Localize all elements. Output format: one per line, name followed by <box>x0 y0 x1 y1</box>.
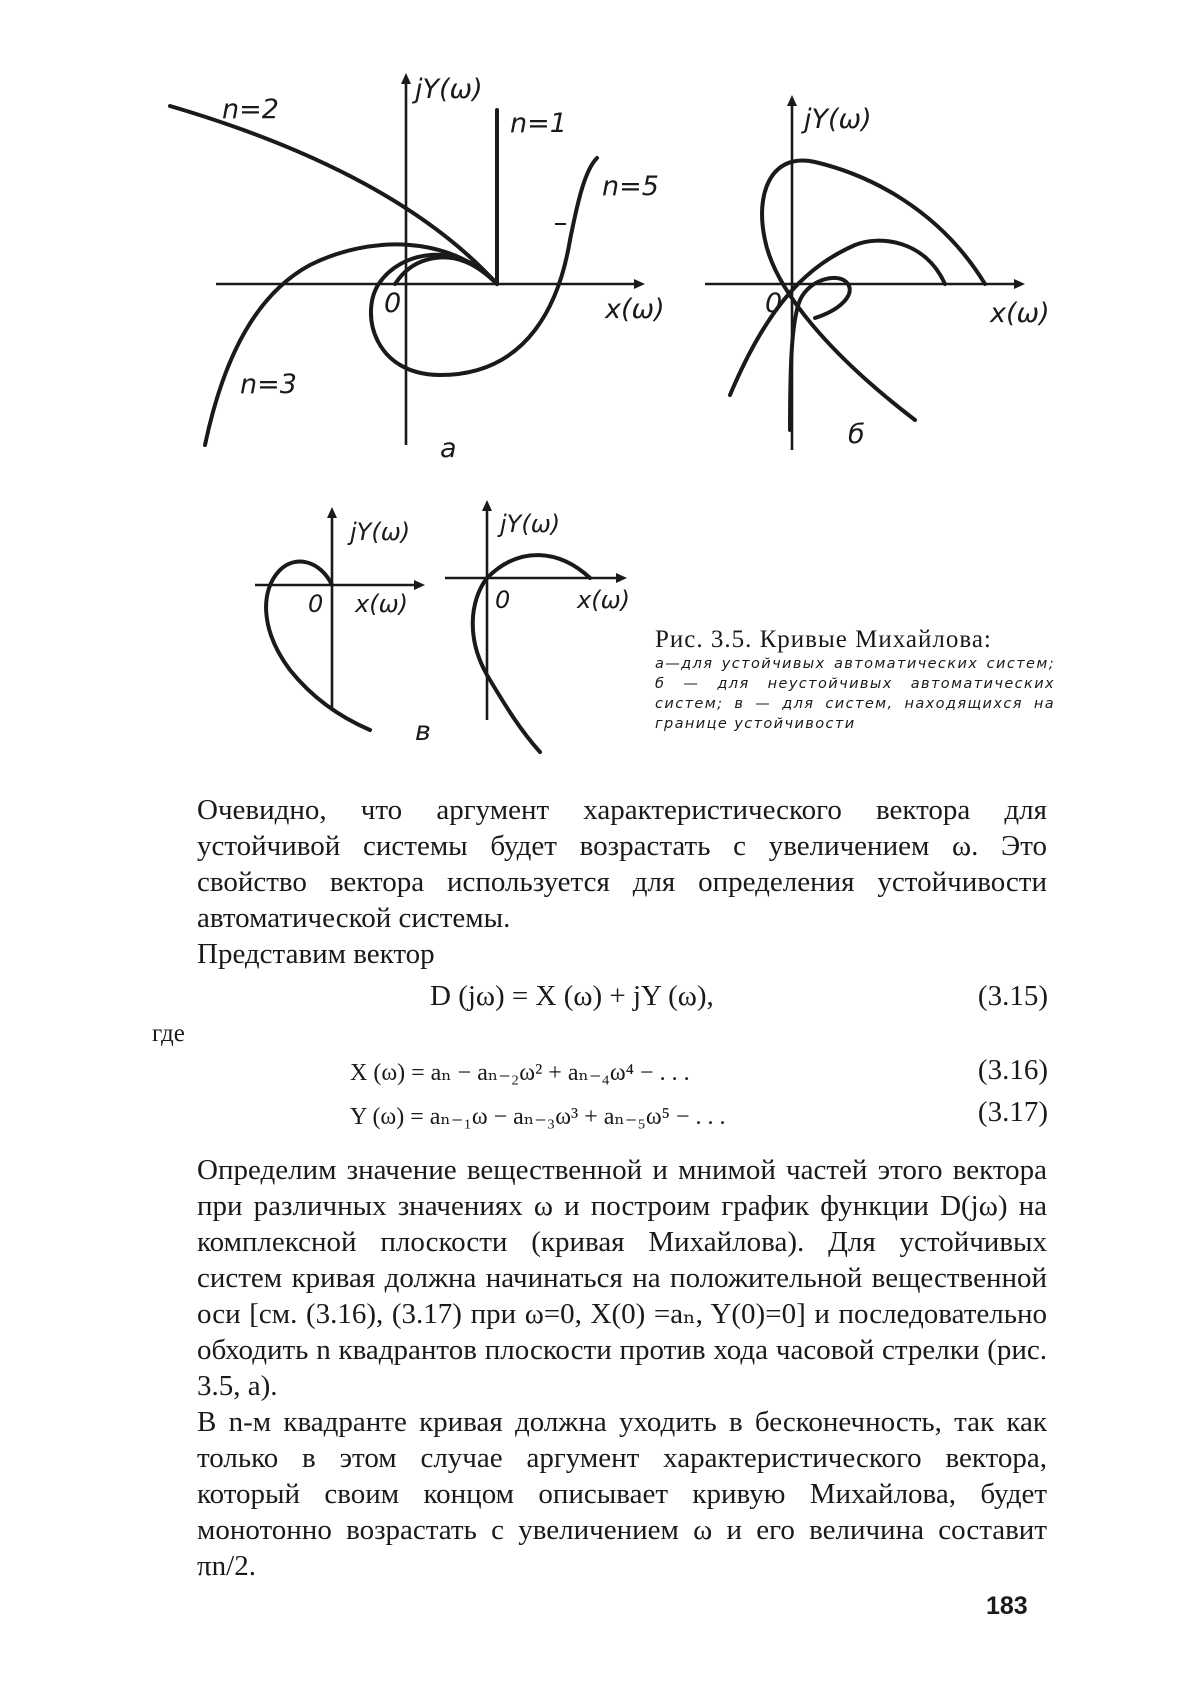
figure-v-right-curve <box>473 555 590 752</box>
figure-v-left <box>255 512 420 730</box>
figure-a-origin-label: 0 <box>384 288 402 319</box>
figure-v-right-axis-x-label: x(ω) <box>577 586 631 614</box>
figure-b-label: б <box>848 419 865 450</box>
figure-v-right-axis-y-label: jY(ω) <box>500 510 561 538</box>
caption-title: Рис. 3.5. Кривые Михайлова: <box>655 626 992 653</box>
curve-n3 <box>205 244 497 445</box>
caption-body: а—для устойчивых автоматических систем; б — для неустойчивых автоматических систем; в — для систем, находящихся на границе устойчивости <box>655 656 1055 732</box>
curve-label-n2: n=2 <box>222 94 279 125</box>
figure-v-left-axis-y-label: jY(ω) <box>350 518 411 546</box>
where-word: где <box>152 1020 185 1047</box>
curve-label-n5: n=5 <box>602 171 659 202</box>
equation-3-17-number: (3.17) <box>977 1096 1048 1128</box>
figure-a-label: а <box>440 433 457 464</box>
paragraph-4-block <box>197 1404 1047 1584</box>
equation-3-15: D (jω) = X (ω) + jY (ω), <box>430 980 714 1012</box>
paragraph-1-block <box>197 792 1047 936</box>
figure-a <box>170 74 665 464</box>
figure-v-label: в <box>415 716 431 747</box>
figure-b <box>705 100 1050 450</box>
equation-3-17: Y (ω) = aₙ₋₁ω − aₙ₋₃ω³ + aₙ₋₅ω⁵ − . . . <box>350 1104 726 1130</box>
paragraph-2: Представим вектор <box>197 938 435 970</box>
figure-a-axis-y-label: jY(ω) <box>415 74 483 105</box>
figure-caption <box>655 626 1055 734</box>
curve-label-n3: n=3 <box>240 369 297 400</box>
equation-3-15-number: (3.15) <box>977 980 1048 1012</box>
equation-3-16-number: (3.16) <box>977 1054 1048 1086</box>
paragraph-2-block <box>197 936 1047 972</box>
figure-v-left-origin-label: 0 <box>308 590 324 618</box>
paragraph-3-block <box>197 1152 1047 1404</box>
figure-b-axis-x-label: x(ω) <box>990 298 1050 329</box>
figure-b-curve-1 <box>762 161 985 420</box>
paragraph-3: Определим значение вещественной и мнимой частей этого вектора при различных значениях ω и построим график функции D(jω) на комплексной плоскости (кривая Михайлова). Для устойчивых систем кривая должна начинаться на положительной вещественной оси [см. (3.16), (3.17) при ω=0, X(0) =aₙ, Y(0)=0] и последовательно обходить n квадрантов плоскости против хода часовой стрелки (рис. 3.5, а). <box>197 1154 1047 1402</box>
figure-b-axis-y-label: jY(ω) <box>804 104 872 135</box>
figure-v-left-axis-x-label: x(ω) <box>355 590 409 618</box>
figure-v-right-origin-label: 0 <box>495 586 511 614</box>
figure-b-origin-label: 0 <box>765 288 783 319</box>
figure-v-right <box>415 505 630 752</box>
paragraph-4: В n-м квадранте кривая должна уходить в бесконечность, так как только в этом случае аргумент характеристического вектора, который своим концом описывает кривую Михайлова, будет монотонно возрастать с увеличением ω и его величина составит πn/2. <box>197 1406 1047 1582</box>
equation-3-16: X (ω) = aₙ − aₙ₋₂ω² + aₙ₋₄ω⁴ − . . . <box>350 1060 690 1086</box>
paragraph-1: Очевидно, что аргумент характеристического вектора для устойчивой системы будет возрастать с увеличением ω. Это свойство вектора используется для определения устойчивости автоматической системы. <box>197 794 1047 934</box>
curve-label-n1: n=1 <box>510 108 567 139</box>
figure-b-curve-2 <box>730 241 945 395</box>
figure-v-left-curve <box>266 562 370 730</box>
page-number: 183 <box>986 1592 1028 1620</box>
figure-a-axis-x-label: x(ω) <box>605 294 665 325</box>
